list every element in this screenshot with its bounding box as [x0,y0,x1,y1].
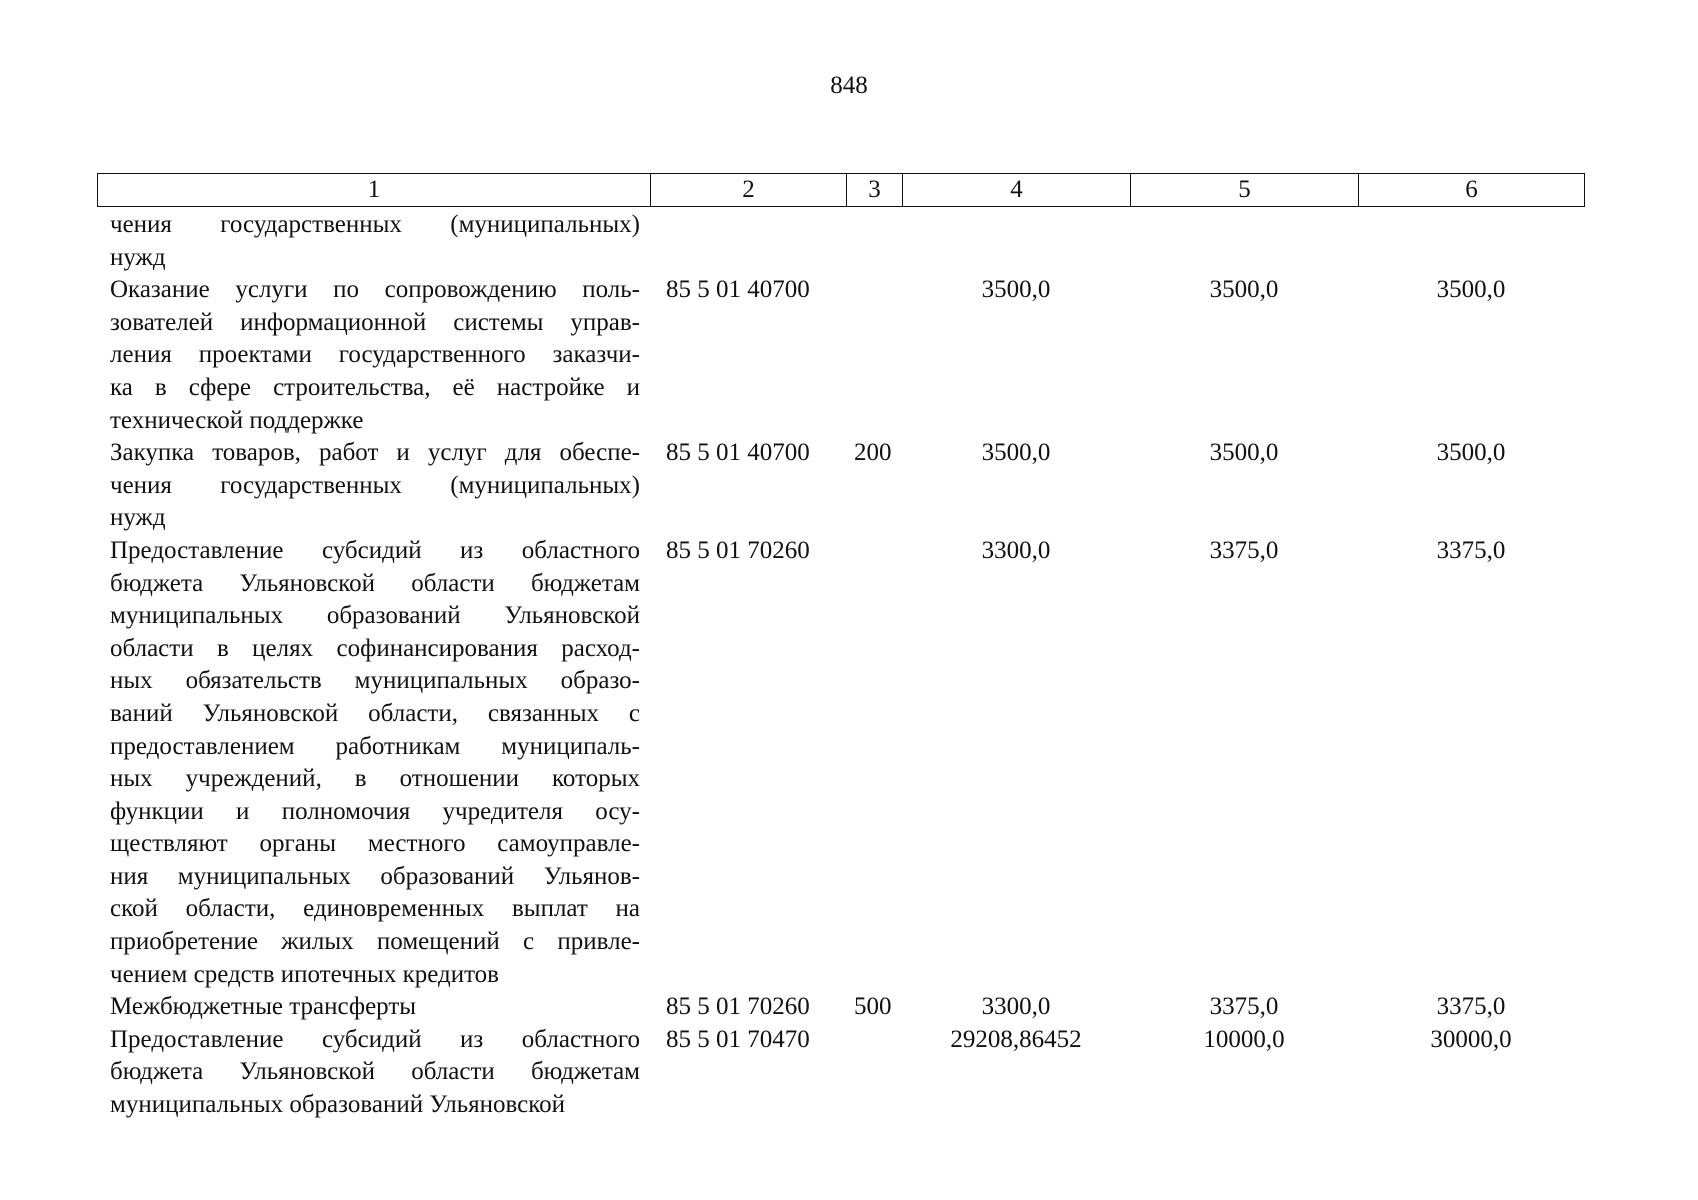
description-line: чением средств ипотечных кредитов [110,960,499,988]
row-description [110,1024,640,1122]
row-value-4: 3300,0 [981,536,1051,564]
description-line: муниципальных образований Ульяновской [110,1091,565,1119]
table-row [0,1024,1698,1122]
row-value-6: 30000,0 [1430,1025,1512,1053]
description-line: Закупка товаров, работ и услуг для обеспе- [110,439,640,467]
description-line: предоставлением работникам муниципаль- [110,732,640,760]
table-row [0,209,1698,274]
table-header [97,173,1585,207]
description-line: нужд [110,243,166,271]
description-line: Предоставление субсидий из областного [110,536,640,564]
header-col-2: 2 [651,174,847,207]
description-line: чения государственных (муниципальных) [110,471,640,499]
row-value-4: 3500,0 [981,439,1051,467]
row-description [110,991,640,1024]
description-line: функции и полномочия учредителя осу- [110,797,640,825]
description-line: ской области, единовременных выплат на [110,895,640,923]
row-value-6: 3500,0 [1436,276,1506,304]
table-row [0,274,1698,437]
row-description [110,274,640,437]
description-line: ществляют органы местного самоуправле- [110,830,640,858]
row-description [110,437,640,535]
description-line: ных учреждений, в отношении которых [110,765,640,793]
description-line: Предоставление субсидий из областного [110,1025,640,1053]
row-value-5: 3500,0 [1209,439,1279,467]
description-line: ных обязательств муниципальных образо- [110,667,640,695]
description-line: технической поддержке [110,406,364,434]
description-line: Межбюджетные трансферты [110,993,417,1021]
row-value-4: 3500,0 [981,276,1051,304]
page-number: 848 [830,72,868,99]
description-line: ка в сфере строительства, её настройке и [110,373,640,401]
table-row [0,437,1698,535]
table-row [0,991,1698,1024]
row-code: 85 5 01 40700 [666,276,810,304]
row-value-5: 3375,0 [1209,993,1279,1021]
row-expense-type: 200 [854,439,892,467]
description-line: Оказание услуги по сопровождению поль- [110,276,640,304]
description-line: ления проектами государственного заказчи- [110,341,640,369]
description-line: зователей информационной системы управ- [110,308,640,336]
header-col-4: 4 [903,174,1131,207]
description-line: бюджета Ульяновской области бюджетам [110,1058,640,1086]
description-line: нужд [110,504,166,532]
row-code: 85 5 01 70260 [666,993,810,1021]
description-line: приобретение жилых помещений с привле- [110,928,640,956]
header-col-3: 3 [847,174,903,207]
row-value-4: 3300,0 [981,993,1051,1021]
row-value-6: 3500,0 [1436,439,1506,467]
row-value-5: 3375,0 [1209,536,1279,564]
row-value-5: 3500,0 [1209,276,1279,304]
row-code: 85 5 01 70470 [666,1025,810,1053]
table-row [0,535,1698,991]
description-line: бюджета Ульяновской области бюджетам [110,569,640,597]
row-description [110,209,640,274]
description-line: ваний Ульяновской области, связанных с [110,699,640,727]
description-line: муниципальных образований Ульяновской [110,602,640,630]
table-body [0,209,1698,1122]
row-value-6: 3375,0 [1436,993,1506,1021]
description-line: области в целях софинансирования расход- [110,634,640,662]
row-value-6: 3375,0 [1436,536,1506,564]
header-col-6: 6 [1359,174,1585,207]
description-line: чения государственных (муниципальных) [110,211,640,238]
header-col-1: 1 [98,174,651,207]
header-col-5: 5 [1131,174,1359,207]
row-expense-type: 500 [854,993,892,1021]
row-value-5: 10000,0 [1203,1025,1285,1053]
description-line: ния муниципальных образований Ульянов- [110,862,640,890]
row-value-4: 29208,86452 [950,1025,1082,1053]
row-description [110,535,640,991]
row-code: 85 5 01 70260 [666,536,810,564]
row-code: 85 5 01 40700 [666,439,810,467]
